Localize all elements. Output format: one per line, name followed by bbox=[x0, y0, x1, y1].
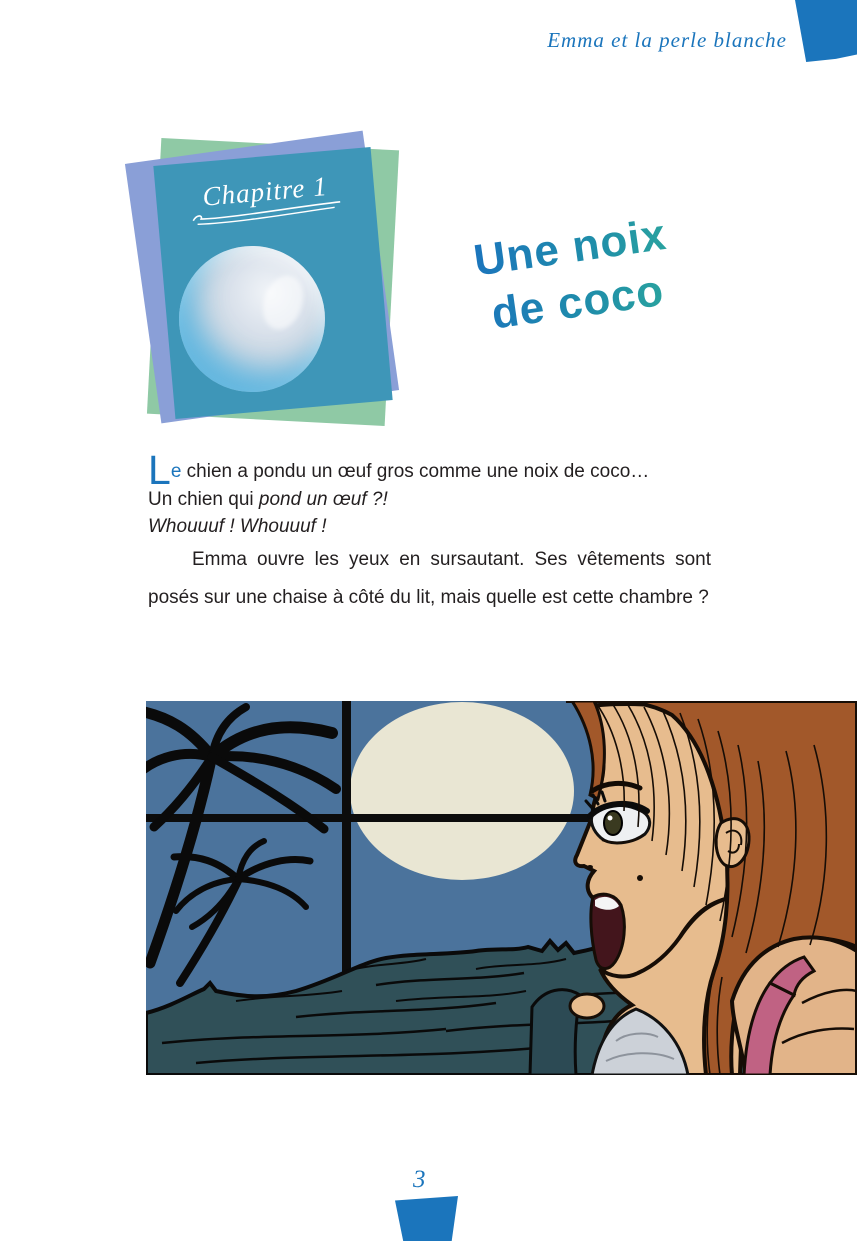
pearl-illustration bbox=[179, 246, 325, 392]
iris bbox=[604, 811, 622, 835]
paragraph-1-text: chien a pondu un œuf gros comme une noix de coco… bbox=[181, 461, 650, 482]
mole bbox=[637, 875, 643, 881]
hand bbox=[570, 994, 604, 1018]
body-text bbox=[148, 447, 711, 617]
book-title: Emma et la perle blanche bbox=[547, 28, 787, 52]
ear bbox=[716, 819, 749, 867]
chapter-title-line2: de coco bbox=[488, 265, 668, 339]
page-number: 3 bbox=[413, 1166, 426, 1193]
paragraph-4: Emma ouvre les yeux en sursautant. Ses vêtements sont posés sur une chaise à côté du lit, mais quelle est cette chambre ? bbox=[148, 548, 711, 609]
drop-cap-second-letter: e bbox=[170, 461, 182, 482]
full-moon bbox=[350, 702, 574, 880]
chapter-title-line1: Une noix bbox=[470, 210, 670, 286]
night-scene bbox=[146, 701, 857, 1075]
paragraph-3: Whouuuf ! Whouuuf ! bbox=[148, 516, 327, 538]
paragraph-2-text: Un chien qui bbox=[148, 488, 259, 510]
chapter-title bbox=[434, 202, 715, 348]
corner-decoration-bottom bbox=[395, 1196, 458, 1241]
eye-highlight bbox=[608, 816, 613, 821]
corner-decoration-top bbox=[795, 0, 857, 62]
paragraph-2 bbox=[148, 486, 711, 514]
drop-cap: L bbox=[148, 447, 171, 493]
chapter-label: Chapitre 1 bbox=[201, 170, 329, 212]
paragraph-2-italic: pond un œuf ?! bbox=[258, 488, 388, 510]
story-illustration bbox=[146, 701, 857, 1075]
paragraph-1 bbox=[148, 447, 711, 493]
nostril bbox=[587, 865, 593, 869]
chapter-card bbox=[140, 120, 410, 430]
